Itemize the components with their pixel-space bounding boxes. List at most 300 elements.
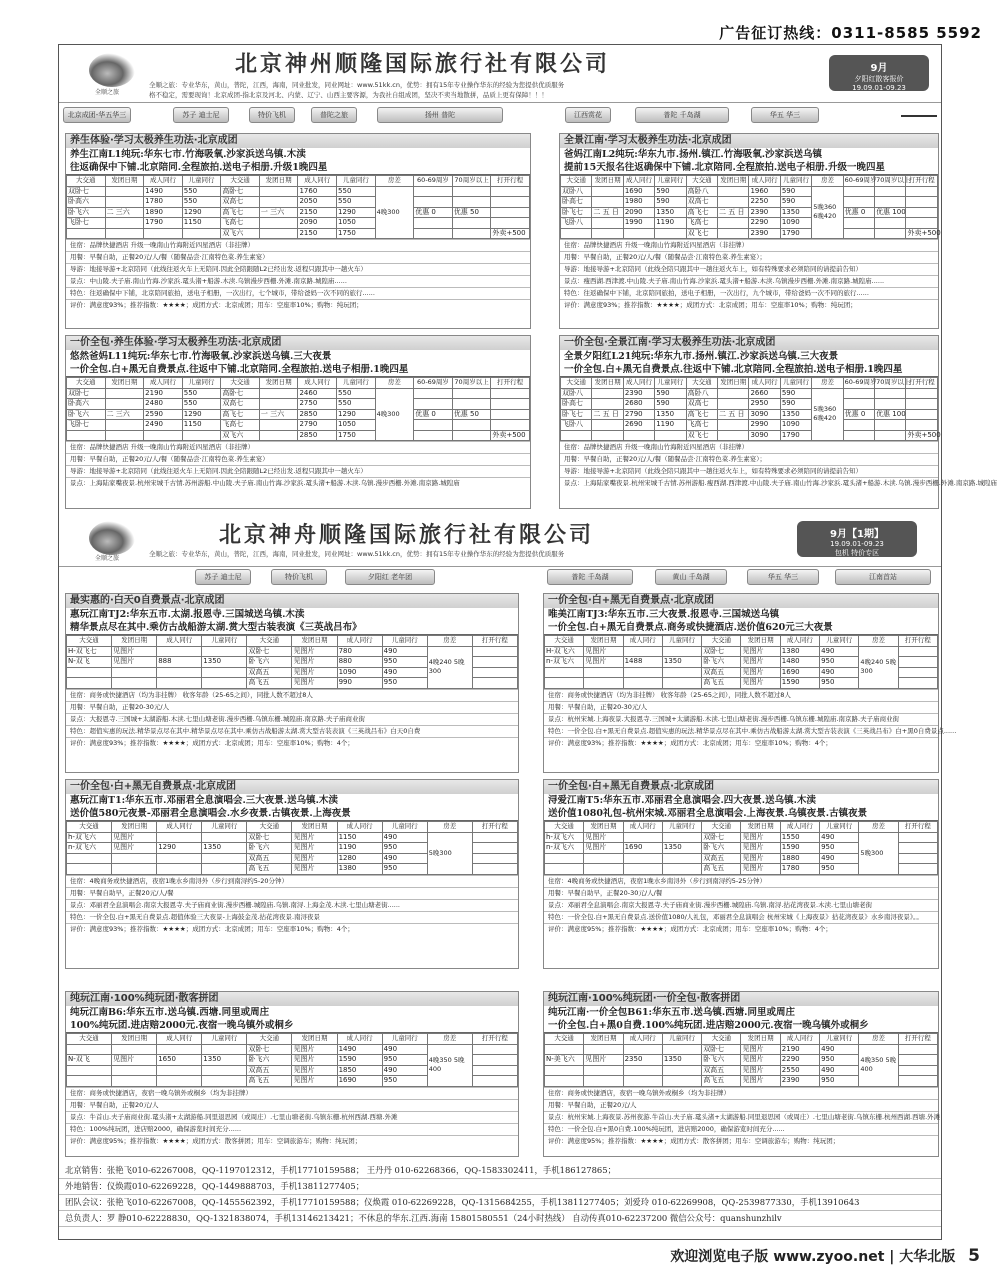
price-cell: 飞高七 — [221, 420, 260, 431]
price-col-header: 70周岁以上 — [876, 378, 911, 387]
price-cell: 双高五 — [247, 667, 292, 678]
price-cell — [105, 228, 144, 239]
price-col-header: 儿童同行 — [202, 636, 247, 647]
price-cell: 1290 — [157, 843, 202, 854]
price-cell: 见图片 — [292, 853, 337, 864]
price-cell: 见图片 — [292, 657, 337, 668]
price-col-header: 打开行程 — [491, 378, 530, 389]
price-col-header: 儿童同行 — [202, 822, 247, 833]
price-cell — [452, 399, 491, 410]
price-cell — [472, 646, 517, 657]
route-info-line: 评价：满意度93%；推荐指数：★★★★；成团方式：北京成团；用车：空座率10%；购物：纯玩团； — [560, 299, 938, 311]
price-col-header: 成人同行 — [144, 176, 183, 187]
price-cell: 见图片 — [292, 678, 337, 689]
price-col-header: 成人同行 — [780, 822, 819, 833]
price-col-header: 打开行程 — [898, 1034, 937, 1045]
price-cell: 一 三六 — [259, 207, 298, 218]
price-cell — [452, 186, 491, 197]
price-cell — [718, 388, 749, 399]
price-table — [544, 1033, 938, 1087]
logo-text: 全顺之旅 — [95, 555, 120, 562]
price-cell — [843, 420, 874, 431]
price-cell: 双飞六 — [221, 430, 260, 441]
table-row — [561, 430, 938, 441]
price-cell: 1480 — [780, 657, 819, 668]
price-col-header: 打开行程 — [898, 822, 937, 833]
price-cell: 见图片 — [741, 853, 780, 864]
price-cell — [472, 864, 517, 875]
price-col-header: 大交通 — [686, 378, 717, 389]
price-cell: 780 — [337, 646, 382, 657]
price-col-header: 发团日期 — [741, 1034, 780, 1045]
price-cell — [112, 864, 157, 875]
price-cell: 双卧八 — [561, 388, 592, 399]
route-name: 全景夕阳红L21纯玩:华东九市.扬州.镇江.沙家浜送乌镇.三大夜景 — [564, 351, 839, 362]
price-cell — [472, 667, 517, 678]
price-cell — [67, 228, 106, 239]
room-diff: 4晚240 5晚300 — [859, 646, 898, 688]
route-info-line: 用餐：早餐自助，正餐20元/人/餐（随餐品尝·江南特色菜.养生素宴）； — [560, 453, 938, 465]
price-cell: h-双飞六 — [67, 832, 112, 843]
price-cell: 卧飞七 — [561, 409, 592, 420]
price-cell: 1790 — [780, 228, 811, 239]
table-row — [561, 197, 938, 208]
price-cell — [157, 678, 202, 689]
price-cell: 见图片 — [741, 657, 780, 668]
price-cell — [157, 1065, 202, 1076]
price-cell: 高卧八 — [686, 186, 717, 197]
price-cell — [623, 1076, 662, 1087]
price-cell: 二 三六 — [105, 409, 144, 420]
price-cell: 见图片 — [584, 832, 623, 843]
price-col-header: 大交通 — [545, 636, 584, 647]
price-col-header: 大交通 — [686, 176, 717, 187]
price-cell — [623, 832, 662, 843]
price-cell — [472, 657, 517, 668]
price-cell: 1290 — [337, 409, 376, 420]
price-cell — [112, 667, 157, 678]
price-cell: 1280 — [337, 853, 382, 864]
price-cell: 见图片 — [741, 667, 780, 678]
route-info-line: 住宿：4晚商务或快捷酒店，夜宿1晚水乡南浔外（步行到南浔约5-25分钟） — [544, 875, 938, 887]
price-cell: 见图片 — [292, 667, 337, 678]
price-cell — [491, 186, 530, 197]
price-col-header: 打开行程 — [472, 1034, 517, 1045]
price-cell: 优惠 0 — [414, 409, 453, 420]
room-diff: 4晚300 — [375, 186, 414, 239]
price-col-header: 大交通 — [561, 378, 592, 389]
price-col-header: 成人同行 — [337, 822, 382, 833]
price-cell — [414, 420, 453, 431]
price-cell — [545, 1065, 584, 1076]
price-cell: 优惠 0 — [843, 207, 874, 218]
room-diff: 4晚240 5晚300 — [427, 646, 472, 688]
route-info-line: 用餐：早餐自助，正餐20元/人/餐（随餐品尝·江南特色菜.养生素宴） — [66, 251, 530, 263]
price-cell: 见图片 — [292, 1076, 337, 1087]
route-info-line: 景点：杭州宋城.上海夜景.大报恩寺.三国城+太湖游船.木渎.七里山塘老街.漫步西栅.乌镇东栅.城隍庙.南京路.夫子庙商业街 — [544, 713, 938, 725]
price-cell: 高飞五 — [247, 678, 292, 689]
price-cell: 590 — [655, 197, 686, 208]
price-cell — [592, 186, 623, 197]
price-col-header: 发团日期 — [259, 176, 298, 187]
price-cell — [718, 420, 749, 431]
price-cell: 550 — [182, 186, 221, 197]
price-cell: 2660 — [749, 388, 780, 399]
price-cell — [655, 430, 686, 441]
contact-line: 总负责人：罗 静010-62228830，QQ-1321838074，手机13146213421；不休息的华东.江西.海南 15801580551（24小时热线） 自动传真010-62237200 微信公众号：quanshunzhilv — [59, 1211, 941, 1227]
price-cell: 卧飞六 — [67, 409, 106, 420]
table-row — [67, 646, 518, 657]
price-cell: 双高五 — [702, 853, 741, 864]
price-cell — [67, 1044, 112, 1055]
route-info-line: 用餐：早餐自助，正餐20元/人 — [544, 1099, 938, 1111]
price-cell: 950 — [382, 864, 427, 875]
price-cell: 2190 — [144, 388, 183, 399]
price-cell — [67, 1076, 112, 1087]
price-cell — [491, 207, 530, 218]
route-highlight: 一价全包.白+黑0自费.100%纯玩团.进店赔2000元.夜宿一晚乌镇外或桐乡 — [544, 1019, 938, 1033]
price-cell: 2290 — [780, 1055, 819, 1066]
price-table — [544, 635, 938, 689]
price-cell — [898, 657, 937, 668]
price-cell: 490 — [820, 667, 859, 678]
ad-hotline: 广告征订热线：0311-8585 5592 — [719, 24, 982, 42]
price-cell: 双卧七 — [247, 832, 292, 843]
price-cell: 高卧七 — [221, 388, 260, 399]
price-cell — [843, 430, 874, 441]
price-cell: 1190 — [655, 218, 686, 229]
price-cell: 1750 — [337, 430, 376, 441]
route-info-line: 用餐：早餐自助，正餐20元/人 — [66, 1099, 518, 1111]
price-cell: 二 五 日 — [718, 207, 749, 218]
nav-btn[interactable]: 黄山 千岛湖 — [655, 569, 727, 585]
price-cell: 1690 — [780, 667, 819, 678]
nav-btn[interactable]: 华五 华三 — [751, 107, 819, 123]
table-row — [561, 186, 938, 197]
price-cell — [157, 1076, 202, 1087]
table-row — [67, 399, 530, 410]
price-cell — [662, 853, 701, 864]
price-cell: 飞高七 — [686, 420, 717, 431]
price-cell: 1780 — [780, 864, 819, 875]
price-cell — [718, 399, 749, 410]
price-cell: 1350 — [662, 843, 701, 854]
price-cell: 1090 — [780, 218, 811, 229]
price-col-header: 儿童同行 — [655, 378, 686, 389]
price-table — [66, 821, 518, 875]
price-cell: 490 — [820, 1065, 859, 1076]
price-cell: 2850 — [298, 409, 337, 420]
price-cell: 卧飞六 — [702, 657, 741, 668]
price-cell — [623, 646, 662, 657]
price-col-header: 大交通 — [67, 822, 112, 833]
price-cell — [655, 228, 686, 239]
price-col-header: 成人同行 — [780, 1034, 819, 1045]
price-cell: 双卧八 — [561, 186, 592, 197]
nav-btn[interactable]: 特价飞机 — [271, 569, 327, 585]
price-cell — [144, 228, 183, 239]
price-cell — [259, 228, 298, 239]
nav-btn[interactable]: 江南首站 — [835, 569, 931, 585]
route-info-line: 景点：邓丽君全息演唱会.南京大报恩寺.夫子庙商业街.漫步西栅.城隍庙.乌镇.南浔.上海金茂.木渎.七里山塘老街...... — [66, 899, 518, 911]
price-col-header: 儿童同行 — [337, 176, 376, 187]
price-cell — [898, 1065, 937, 1076]
route-card — [65, 991, 519, 1157]
price-cell: 优惠 100 — [876, 207, 906, 216]
price-cell: 550 — [337, 388, 376, 399]
footer-url[interactable]: www.zyoo.net — [773, 1249, 885, 1265]
price-cell — [491, 399, 530, 410]
table-row — [67, 207, 530, 218]
table-row — [67, 388, 530, 399]
route-name: 养生江南L1纯玩:华东七市.竹海吸氧.沙家浜送乌镇.木渎 — [70, 149, 306, 160]
price-cell: 490 — [820, 832, 859, 843]
route-name: 爸妈江南L2纯玩:华东九市.扬州.镇江.竹海吸氧.沙家浜送乌镇 — [564, 149, 823, 160]
price-cell: 2350 — [623, 1055, 662, 1066]
route-info-line: 景点：中山陵.夫子庙.南山竹海.沙家浜.鼋头渚+船游.木渎.乌镇漫步西栅.外滩.南京路.城隍庙...... — [66, 275, 530, 287]
price-col-header: 发团日期 — [105, 378, 144, 389]
price-col-header: 成人同行 — [623, 822, 662, 833]
price-col-header: 70周岁以上 — [452, 378, 491, 389]
price-cell: 见图片 — [741, 1044, 780, 1055]
badge-month: 9月 — [870, 63, 888, 74]
price-cell: 950 — [382, 843, 427, 854]
price-cell: 2790 — [298, 420, 337, 431]
price-col-header: 60-69周岁 — [844, 378, 877, 387]
table-row — [561, 409, 938, 420]
price-cell: 见图片 — [292, 1044, 337, 1055]
price-cell — [452, 430, 491, 441]
price-col-header: 70周岁以上 — [876, 176, 911, 185]
price-cell: 2090 — [298, 218, 337, 229]
nav-btn[interactable]: 北京成团-华五华三 — [63, 107, 131, 123]
price-col-header: 打开行程 — [491, 176, 530, 187]
price-cell: 见图片 — [112, 843, 157, 854]
room-diff: 5晚300 — [859, 832, 898, 874]
price-col-header: 房差 — [427, 822, 472, 833]
route-info-line: 用餐：早餐自助，正餐20-30元/人 — [544, 701, 938, 713]
price-cell: 950 — [382, 1076, 427, 1087]
price-cell — [202, 678, 247, 689]
price-cell — [157, 832, 202, 843]
price-col-header: 大交通 — [702, 636, 741, 647]
nav-btn[interactable]: 江西赏花 — [565, 107, 611, 123]
contact-line: 北京销售：张艳飞010-62267008，QQ-1197012312，手机17710159588； 王丹丹 010-62268366，QQ-1583302411，手机186127865； — [59, 1163, 941, 1179]
price-cell: 高飞七 — [686, 409, 717, 420]
badge-top — [829, 55, 929, 91]
price-cell — [623, 864, 662, 875]
price-cell — [623, 430, 654, 441]
nav-btn[interactable]: 苏子 迪士尼 — [195, 569, 251, 585]
price-col-header: 成人同行 — [780, 636, 819, 647]
route-card-title: 纯玩江南·100%纯玩团·一价全包·散客拼团 — [544, 992, 938, 1006]
price-cell: 950 — [820, 843, 859, 854]
price-cell — [718, 228, 749, 239]
price-cell — [491, 388, 530, 399]
price-cell: 1490 — [144, 186, 183, 197]
price-col-header: 成人同行 — [157, 636, 202, 647]
price-cell — [592, 420, 623, 431]
route-card — [543, 593, 957, 773]
route-card — [559, 133, 939, 329]
price-cell — [623, 1044, 662, 1055]
price-col-header: 儿童同行 — [202, 1034, 247, 1045]
price-cell: 飞卧八 — [561, 420, 592, 431]
route-info-line: 评价：满意度95%；推荐指数：★★★★；成团方式：散客拼团；用车：空调旅游车；购物：纯玩团； — [66, 1135, 518, 1147]
price-cell — [472, 678, 517, 689]
price-col-header: 房差 — [427, 1034, 472, 1045]
route-info-line: 特色：一价全包.白+黑无自费景点.送价值1080/人礼包，邓丽君全息演唱会 杭州宋城《上海夜景》拈花湾夜景》水乡南浔夜景》。。 — [544, 911, 938, 923]
price-cell: 飞高七 — [221, 218, 260, 229]
price-cell: 2390 — [780, 1076, 819, 1087]
price-cell — [906, 388, 938, 399]
price-cell — [623, 1065, 662, 1076]
route-info-line: 景点：大报恩寺.三国城+太湖游船.木渎.七里山塘老街.漫步西栅.乌镇东栅.城隍庙.南京路.夫子庙商业街 — [66, 713, 518, 725]
price-cell: 550 — [182, 388, 221, 399]
nav-btn[interactable]: 普陀之旅 — [311, 107, 357, 123]
price-col-header: 成人同行 — [298, 176, 337, 187]
route-card-title: 一价全包·白+黑无自费景点·北京成团 — [544, 780, 938, 794]
price-cell — [157, 667, 202, 678]
nav-btn[interactable]: 特价飞机 — [249, 107, 295, 123]
price-cell: 550 — [182, 399, 221, 410]
price-cell — [592, 388, 623, 399]
price-cell: 2550 — [780, 1065, 819, 1076]
price-cell: 590 — [780, 399, 811, 410]
nav-btn[interactable]: 普陀 千岛湖 — [547, 569, 633, 585]
price-cell — [592, 218, 623, 229]
price-cell — [545, 678, 584, 689]
price-col-header: 成人同行 — [623, 636, 662, 647]
route-card — [65, 779, 519, 969]
price-cell: 外卖+500 — [491, 430, 530, 441]
price-cell: 优惠 100 — [876, 409, 906, 418]
route-card-title: 最实惠的·白天0自费景点·北京成团 — [66, 594, 518, 608]
table-row — [67, 1044, 518, 1055]
price-cell: 2790 — [623, 409, 654, 420]
route-card-title: 一价全包·白+黑无自费景点·北京成团 — [66, 780, 518, 794]
price-cell — [584, 1044, 623, 1055]
price-col-header: 房差 — [859, 822, 898, 833]
price-cell: 双飞七 — [686, 228, 717, 239]
nav-btn[interactable]: 夕阳红 老年团 — [345, 569, 435, 585]
route-info-line: 用餐：早餐自助，正餐20元/人/餐（随餐品尝·江南特色菜.养生素宴） — [66, 453, 530, 465]
price-cell — [112, 678, 157, 689]
price-cell: 高飞五 — [247, 864, 292, 875]
price-cell — [906, 186, 938, 197]
price-cell: 550 — [337, 399, 376, 410]
price-cell — [843, 388, 874, 399]
price-cell — [875, 228, 906, 239]
price-cell — [584, 1076, 623, 1087]
price-cell: 高飞五 — [247, 1076, 292, 1087]
room-diff: 4晚350 5晚400 — [859, 1044, 898, 1086]
price-cell — [414, 197, 453, 208]
price-cell — [662, 832, 701, 843]
nav-btn[interactable]: 苏子 迪士尼 — [173, 107, 229, 123]
price-cell: 1590 — [780, 843, 819, 854]
price-cell — [875, 186, 906, 197]
price-table — [66, 635, 518, 689]
route-highlight: 精华景点尽在其中.乘仿古战船游太湖.赏大型古装表演《三英战吕布》 — [66, 621, 518, 635]
price-cell: 2480 — [144, 399, 183, 410]
price-cell — [545, 853, 584, 864]
price-cell — [843, 399, 874, 410]
price-cell — [472, 1044, 517, 1055]
nav-btn[interactable]: 普陀 千岛湖 — [635, 107, 729, 123]
price-cell — [491, 420, 530, 431]
price-cell — [67, 853, 112, 864]
route-info-line: 评价：满意度93%；推荐指数：★★★★；成团方式：北京成团；用车：空座率10%；购物：4个； — [66, 737, 518, 749]
price-cell: 1650 — [157, 1055, 202, 1066]
price-cell — [202, 864, 247, 875]
price-cell: 880 — [337, 657, 382, 668]
price-cell — [259, 218, 298, 229]
price-cell: 1290 — [182, 409, 221, 420]
price-cell: 1488 — [623, 657, 662, 668]
price-cell — [414, 228, 453, 239]
price-cell: 见图片 — [292, 864, 337, 875]
price-col-header: 成人同行 — [144, 378, 183, 389]
route-highlight: 提前15天报名往返确保中下铺.北京陪同.全程旅拍.送电子相册.升级一晚四星 — [560, 161, 938, 175]
route-highlight: 往返确保中下铺.北京陪同.全程旅拍.送电子相册.升级1晚四星 — [66, 161, 530, 175]
price-cell — [259, 420, 298, 431]
price-cell: 1090 — [337, 667, 382, 678]
page-number: 5 — [968, 1246, 980, 1266]
nav-btn[interactable]: 华五 华三 — [747, 569, 819, 585]
price-cell: 990 — [337, 678, 382, 689]
price-cell — [584, 864, 623, 875]
price-cell: 双高五 — [247, 1065, 292, 1076]
footer-sep: | — [889, 1249, 895, 1265]
price-col-header: 发团日期 — [584, 636, 623, 647]
price-cell: 550 — [182, 197, 221, 208]
price-cell: 1890 — [144, 207, 183, 218]
route-info-line: 特色：一价全包.白+黑无自费景点.超值实惠的玩法.精华景点尽在其中.乘仿古战船游太湖.赏大型古装表演《三英战吕布》白+黑0自费景点...... — [544, 725, 938, 737]
price-cell: 1590 — [780, 678, 819, 689]
price-cell — [157, 1044, 202, 1055]
price-cell — [472, 832, 517, 843]
price-cell: 1350 — [780, 409, 811, 420]
price-cell: 二 三六 — [105, 207, 144, 218]
price-col-header: 儿童同行 — [382, 636, 427, 647]
nav-btn[interactable]: 扬州 普陀 — [377, 107, 503, 123]
price-cell — [414, 388, 453, 399]
price-cell: 1050 — [337, 420, 376, 431]
route-info-line: 住宿：品牌快捷酒店 升级一晚南山竹海附近四星酒店（非挂牌） — [66, 239, 530, 251]
price-cell: 1980 — [623, 197, 654, 208]
route-name: 悠然爸妈L11纯玩:华东七市.竹海吸氧.沙家浜送乌镇.三大夜景 — [70, 351, 332, 362]
route-card — [543, 779, 939, 969]
price-cell: 高飞五 — [702, 1076, 741, 1087]
price-cell — [157, 646, 202, 657]
route-info-line: 评价：满意度95%；推荐指数：★★★★；成团方式：散客拼团；用车：空调旅游车；购物：纯玩团； — [544, 1135, 938, 1147]
price-cell: 见图片 — [741, 678, 780, 689]
price-cell: n-双飞六 — [545, 843, 584, 854]
price-cell: N-双飞 — [67, 1055, 112, 1066]
price-cell: 卧高六 — [67, 197, 106, 208]
price-cell — [105, 218, 144, 229]
price-cell: 950 — [382, 1055, 427, 1066]
route-name: 惠玩江南T1:华东五市.邓丽君全息演唱会.三大夜景.送乌镇.木渎 — [70, 795, 338, 806]
price-cell — [898, 1076, 937, 1087]
price-cell: 双卧七 — [67, 186, 106, 197]
price-cell: 外卖+500 — [907, 228, 941, 237]
price-cell: 高飞七 — [221, 207, 260, 218]
price-cell — [592, 228, 623, 239]
price-cell — [259, 399, 298, 410]
table-row — [545, 832, 938, 843]
